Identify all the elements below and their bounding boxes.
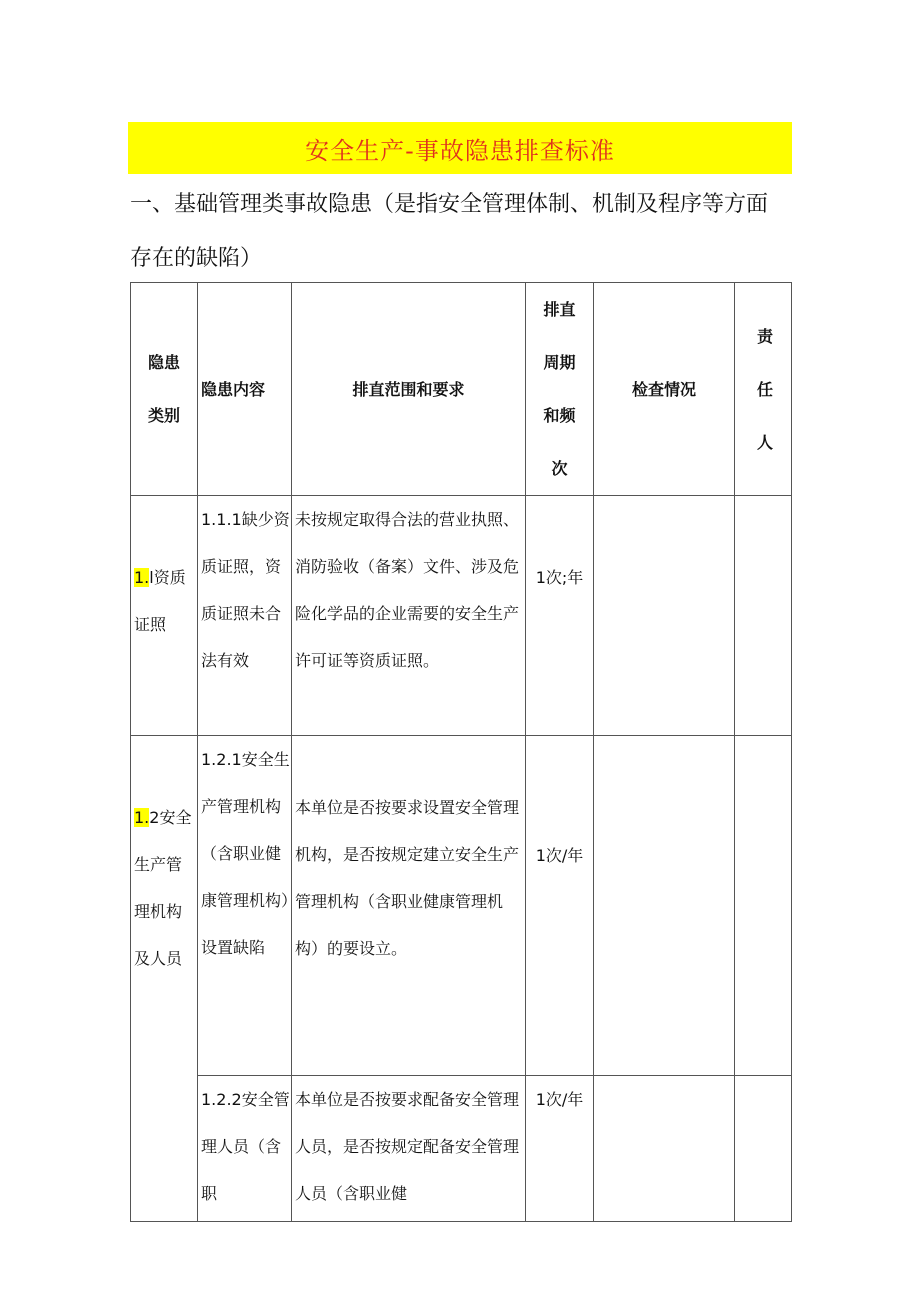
header-content: 隐患内容: [198, 283, 292, 496]
header-cycle: 排直周期和频次: [526, 283, 594, 496]
document-title: 安全生产-事故隐患排查标准: [305, 136, 615, 165]
row-inspection: [594, 736, 735, 1076]
row-inspection: [594, 496, 735, 736]
category-number-highlight: 1.: [134, 808, 150, 827]
table-row: [131, 496, 792, 736]
category-number-highlight: 1.: [134, 568, 150, 587]
row-cycle: 1次/年: [526, 736, 594, 1076]
row-content: 1.1.1缺少资质证照，资质证照未合法有效: [198, 496, 292, 736]
header-responsible: 责任人: [735, 283, 792, 496]
title-bar: [128, 122, 792, 174]
row-category: 1.l资质证照: [131, 496, 198, 736]
row-category: 1.2安全生产管理机构及人员: [131, 736, 198, 1222]
row-scope: 本单位是否按要求设置安全管理机构，是否按规定建立安全生产管理机构（含职业健康管理机构）的要设立。: [292, 736, 526, 1076]
row-responsible: [735, 496, 792, 736]
table-header-row: [131, 283, 792, 496]
hazard-table: [130, 282, 792, 1222]
row-content: 1.2.2安全管理人员（含职: [198, 1076, 292, 1222]
table-row: [131, 736, 792, 1076]
row-cycle: 1次/年: [526, 1076, 594, 1222]
table-row: [131, 1076, 792, 1222]
header-scope: 排直范围和要求: [292, 283, 526, 496]
row-scope: 本单位是否按要求配备安全管理人员，是否按规定配备安全管理人员（含职业健: [292, 1076, 526, 1222]
row-responsible: [735, 736, 792, 1076]
row-inspection: [594, 1076, 735, 1222]
row-content: 1.2.1安全生产管理机构 （含职业健康管理机构）设置缺陷: [198, 736, 292, 1076]
section-heading: 一、基础管理类事故隐患（是指安全管理体制、机制及程序等方面存在的缺陷）: [130, 192, 769, 271]
header-inspection: 检查情况: [594, 283, 735, 496]
row-responsible: [735, 1076, 792, 1222]
header-category: 隐患类别: [131, 283, 198, 496]
row-scope: 未按规定取得合法的营业执照、消防验收（备案）文件、涉及危险化学品的企业需要的安全生产许可证等资质证照。: [292, 496, 526, 736]
row-cycle: 1次;年: [526, 496, 594, 736]
